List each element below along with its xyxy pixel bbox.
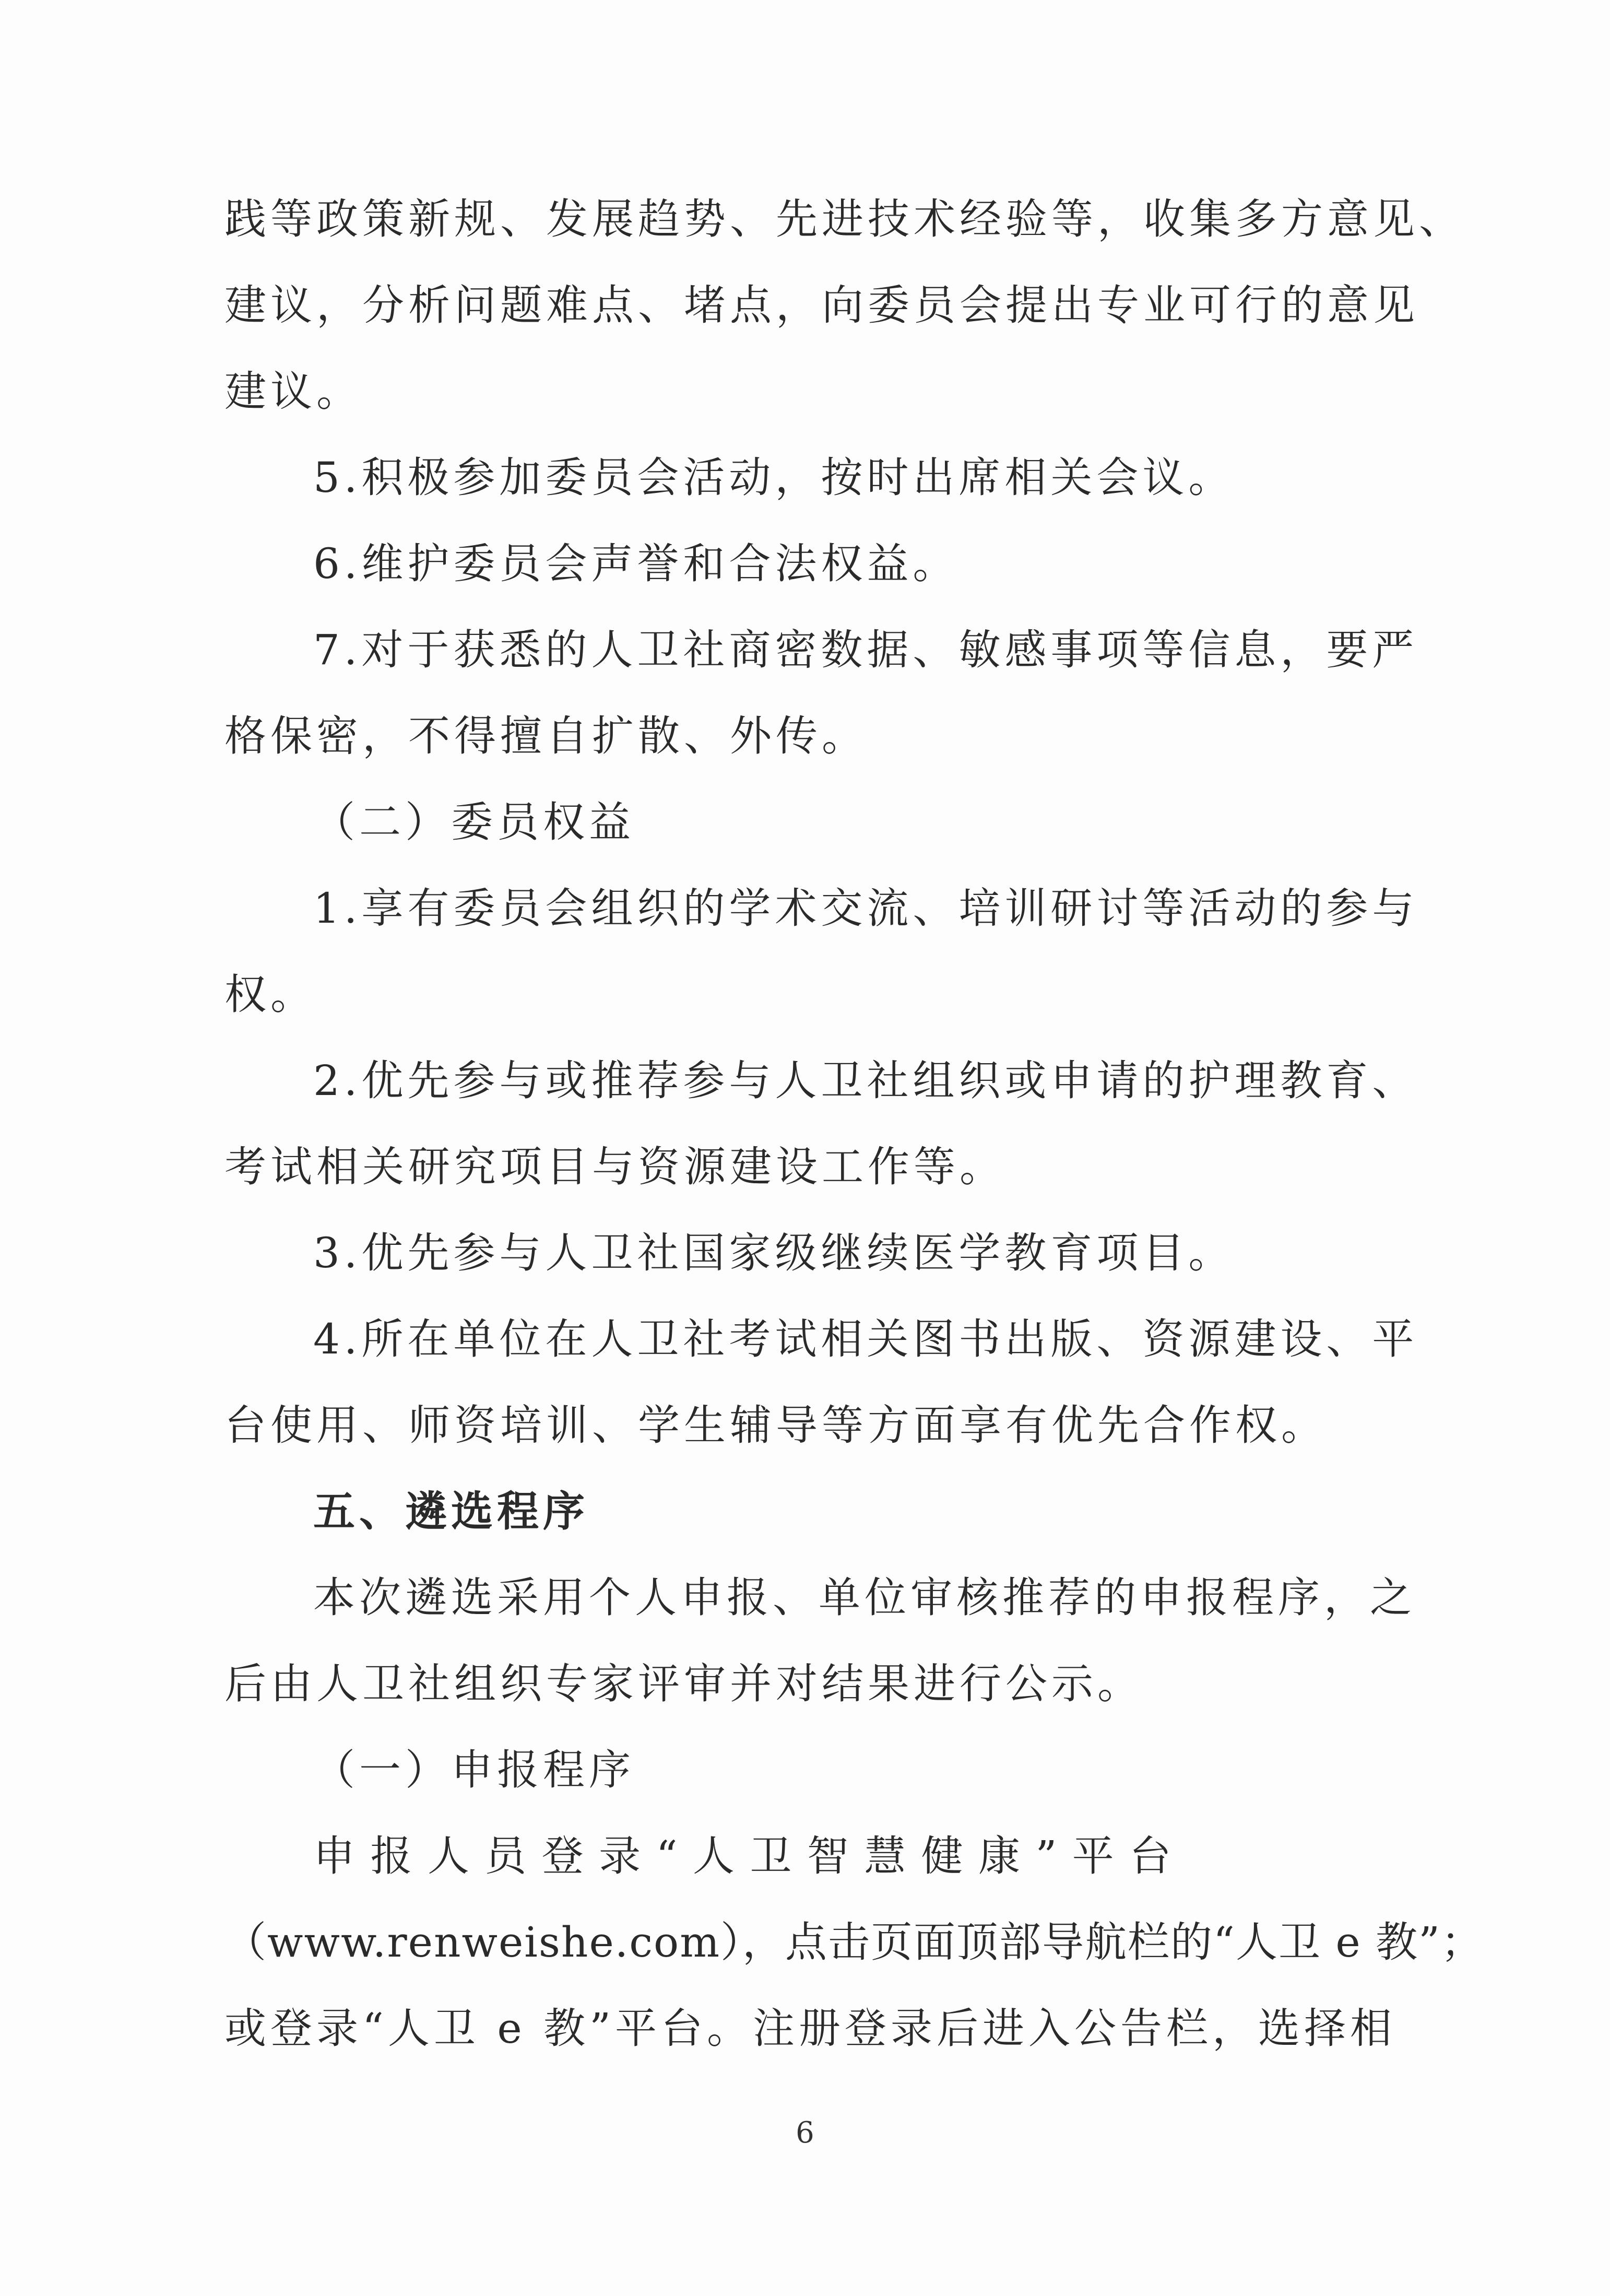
text-line-21: （www.renweishe.com），点击页面顶部导航栏的“人卫 e 教”；: [224, 1918, 1484, 1967]
text-line-22: 或登录“人卫 e 教”平台。注册登录后进入公告栏，选择相: [224, 2004, 1396, 2053]
page-number: 6: [796, 2116, 814, 2150]
text-line-14: 4.所在单位在人卫社考试相关图书出版、资源建设、平: [313, 1315, 1418, 1363]
text-line-13: 3.优先参与人卫社国家级继续医学教育项目。: [313, 1229, 1235, 1277]
text-line-3: 建议。: [224, 367, 362, 416]
text-line-11: 2.优先参与或推荐参与人卫社组织或申请的护理教育、: [313, 1056, 1418, 1105]
text-line-17: 本次遴选采用个人申报、单位审核推荐的申报程序，之: [313, 1573, 1416, 1622]
text-line-10: 权。: [224, 970, 316, 1019]
text-line-9: 1.享有委员会组织的学术交流、培训研讨等活动的参与: [313, 884, 1418, 933]
text-line-2: 建议，分析问题难点、堵点，向委员会提出专业可行的意见: [224, 281, 1419, 329]
text-line-5: 6.维护委员会声誉和合法权益。: [313, 539, 959, 588]
text-line-1: 践等政策新规、发展趋势、先进技术经验等，收集多方意见、: [224, 195, 1465, 243]
text-line-7: 格保密，不得擅自扩散、外传。: [224, 712, 868, 760]
text-line-18: 后由人卫社组织专家评审并对结果进行公示。: [224, 1659, 1143, 1708]
section-subheading-procedure: （一）申报程序: [313, 1746, 635, 1794]
text-line-4: 5.积极参加委员会活动，按时出席相关会议。: [313, 453, 1235, 502]
section-subheading-rights: （二）委员权益: [313, 798, 635, 846]
text-line-12: 考试相关研究项目与资源建设工作等。: [224, 1143, 1005, 1191]
section-heading-selection: 五、遴选程序: [313, 1487, 589, 1536]
text-line-15: 台使用、师资培训、学生辅导等方面享有优先合作权。: [224, 1401, 1327, 1450]
text-line-6: 7.对于获悉的人卫社商密数据、敏感事项等信息，要严: [313, 626, 1418, 674]
text-line-20: 申 报 人 员 登 录 “ 人 卫 智 慧 健 康 ” 平 台: [313, 1832, 1173, 1880]
